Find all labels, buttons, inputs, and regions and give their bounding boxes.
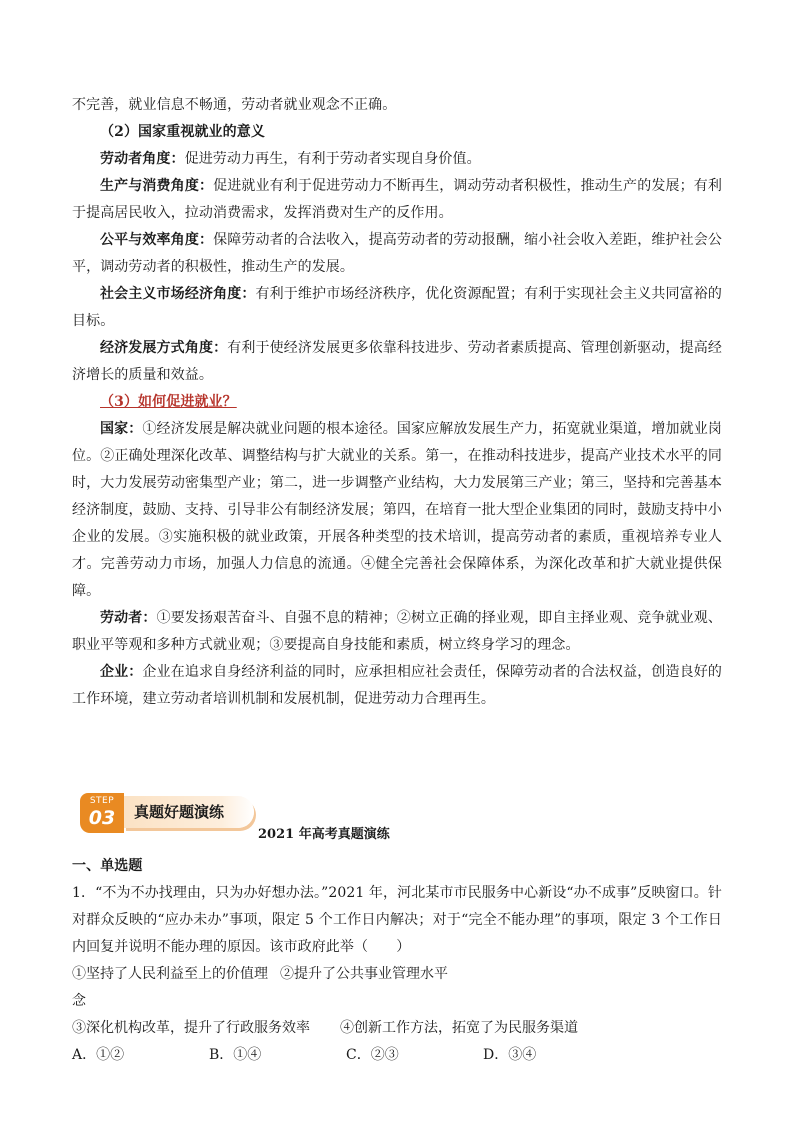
section2-heading: （2）国家重视就业的意义 [100,124,265,140]
item-term: 生产与消费角度： [100,178,214,194]
section2-item-labor [72,146,722,173]
intro-line: 不完善，就业信息不畅通，劳动者就业观念不正确。 [72,97,397,113]
choice-a[interactable]: A．①② [72,1047,125,1063]
statement-1: ①坚持了人民利益至上的价值理念 [72,966,268,1009]
section2-item-fairness [72,227,722,281]
question-stem: 1．“不为不办找理由，只为办好想办法。”2021 年，河北某市市民服务中心新设“办不成事”反映窗口。针对群众反映的“应办未办”事项，限定 5 个工作日内解决；对于“完全不能办理”的事项，限定 3 个工作日内回复并说明不能办理的原因。该市政府此举（ ） [72,885,722,955]
section3-item-worker [72,605,722,659]
item-term: 社会主义市场经济角度： [100,286,256,302]
section2-item-development [72,335,722,389]
section2-item-market [72,281,722,335]
item-text: 企业在追求自身经济利益的同时，应承担相应社会责任，保障劳动者的合法权益，创造良好的工作环境，建立劳动者培训机制和发展机制，促进劳动力合理再生。 [72,664,722,707]
item-term: 国家： [100,421,143,437]
step-number-box [80,793,124,833]
section3-heading [72,389,722,416]
item-term: 企业： [100,664,143,680]
answer-choices [72,1042,722,1069]
item-text: 促进就业有利于促进劳动力不断再生，调动劳动者积极性，推动生产的发展；有利于提高居民收入，拉动消费需求，发挥消费对生产的反作用。 [72,178,722,221]
item-term: 劳动者： [100,610,157,626]
item-term: 劳动者角度： [100,151,185,167]
choice-c[interactable]: C．②③ [346,1047,399,1063]
step-badge [80,793,256,833]
item-text: 保障劳动者的合法收入，提高劳动者的劳动报酬，缩小社会收入差距，维护社会公平，调动劳动者的积极性，推动生产的发展。 [72,232,722,275]
section3-item-state [72,416,722,605]
item-term: 经济发展方式角度： [100,340,228,356]
section2-item-production [72,173,722,227]
section3-item-enterprise [72,659,722,713]
step-word: STEP [89,796,115,806]
step-title-box [124,796,254,828]
statements-row-1 [72,961,722,1015]
document-page [72,92,722,1069]
item-text: 有利于维护市场经济秩序，优化资源配置；有利于实现社会主义共同富裕的目标。 [72,286,722,329]
choice-d[interactable]: D．③④ [483,1047,537,1063]
item-text: 有利于使经济发展更多依靠科技进步、劳动者素质提高、管理创新驱动，提高经济增长的质量和效益。 [72,340,722,383]
statements-row-2 [72,1015,722,1042]
step-title: 真题好题演练 [134,803,225,821]
choice-b[interactable]: B．①④ [209,1047,262,1063]
step-number: 03 [88,807,116,829]
statement-2: ②提升了公共事业管理水平 [280,966,448,982]
section3-heading-text: （3）如何促进就业？ [100,394,237,410]
step-section-header [72,793,722,845]
question-section-title: 一、单选题 [72,858,143,874]
statement-4: ④创新工作方法，拓宽了为民服务渠道 [340,1020,578,1036]
item-text: ①要发扬艰苦奋斗、自强不息的精神；②树立正确的择业观，即自主择业观、竞争就业观、职业平等观和多种方式就业观；③要提高自身技能和素质，树立终身学习的理念。 [72,610,723,653]
statement-3: ③深化机构改革，提升了行政服务效率 [72,1020,310,1036]
item-text: 促进劳动力再生，有利于劳动者实现自身价值。 [184,151,481,167]
exam-title: 2021 年高考真题演练 [258,827,390,842]
item-term: 公平与效率角度： [100,232,214,248]
item-text: ①经济发展是解决就业问题的根本途径。国家应解放发展生产力，拓宽就业渠道，增加就业岗位。②正确处理深化改革、调整结构与扩大就业的关系。第一，在推动科技进步，提高产业技术水平的同时，大力发展劳动密集型产业；第二，进一步调整产业结构，大力发展第三产业；第三，坚持和完善基本经济制度，鼓励、支持、引导非公有制经济发展；第四，在培育一批大型企业集团的同时，鼓励支持中小企业的发展。③实施积极的就业政策，开展各种类型的技术培训，提高劳动者的素质，重视培养专业人才。完善劳动力市场，加强人力信息的流通。④健全完善社会保障体系，为深化改革和扩大就业提供保障。 [72,421,722,599]
